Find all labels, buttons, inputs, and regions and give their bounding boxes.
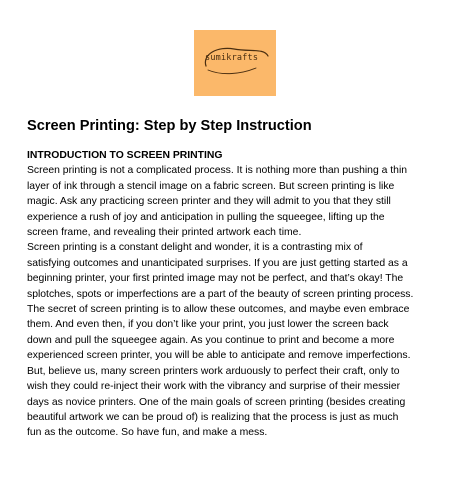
body-line: beautiful artwork we can be proud of) is realizing that the process is just as much	[27, 411, 399, 423]
body-line: days as novice printers. One of the main goals of screen printing (besides creating	[27, 396, 406, 408]
body-line: them. And even then, if you don’t like your print, you just lower the screen back	[27, 319, 389, 331]
logo-text: sumikrafts	[205, 53, 259, 63]
body-line: But, believe us, many screen printers work arduously to perfect their craft, only to	[27, 365, 400, 377]
logo-swirl-icon	[194, 30, 276, 96]
body-line: The secret of screen printing is to allow these outcomes, and maybe even embrace	[27, 304, 410, 316]
body-line: screen frame, and revealing their printed artwork each time.	[27, 227, 302, 239]
body-line: splotches, spots or imperfections are a part of the beauty of screen printing process.	[27, 288, 414, 300]
sumikrafts-logo	[194, 30, 276, 96]
section-heading: INTRODUCTION TO SCREEN PRINTING	[27, 150, 223, 161]
body-line: beginning printer, your first printed image may not be perfect, and that’s okay! The	[27, 273, 404, 285]
body-line: experience a rush of joy and anticipation in pulling the squeegee, lifting up the	[27, 211, 385, 223]
body-line: Screen printing is a constant delight and wonder, it is a contrasting mix of	[27, 242, 363, 254]
body-line: Screen printing is not a complicated process. It is nothing more than pushing a thin	[27, 165, 408, 177]
body-line: down and pull the squeegee again. As you continue to print and become a more	[27, 334, 395, 346]
article-body	[27, 148, 439, 441]
page-title: Screen Printing: Step by Step Instruction	[27, 118, 312, 134]
body-line: experienced screen printer, you will be able to anticipate and remove imperfections.	[27, 350, 411, 362]
body-line: wish they could re-inject their work with the vibrancy and surprise of their messier	[27, 381, 401, 393]
body-line: satisfying outcomes and unanticipated surprises. If you are just getting started as a	[27, 257, 408, 269]
body-line: fun as the outcome. So have fun, and make a mess.	[27, 427, 268, 439]
body-line: magic. Ask any practicing screen printer and they will admit to you that they still	[27, 196, 391, 208]
body-line: layer of ink through a stencil image on a fabric screen. But screen printing is like	[27, 180, 395, 192]
